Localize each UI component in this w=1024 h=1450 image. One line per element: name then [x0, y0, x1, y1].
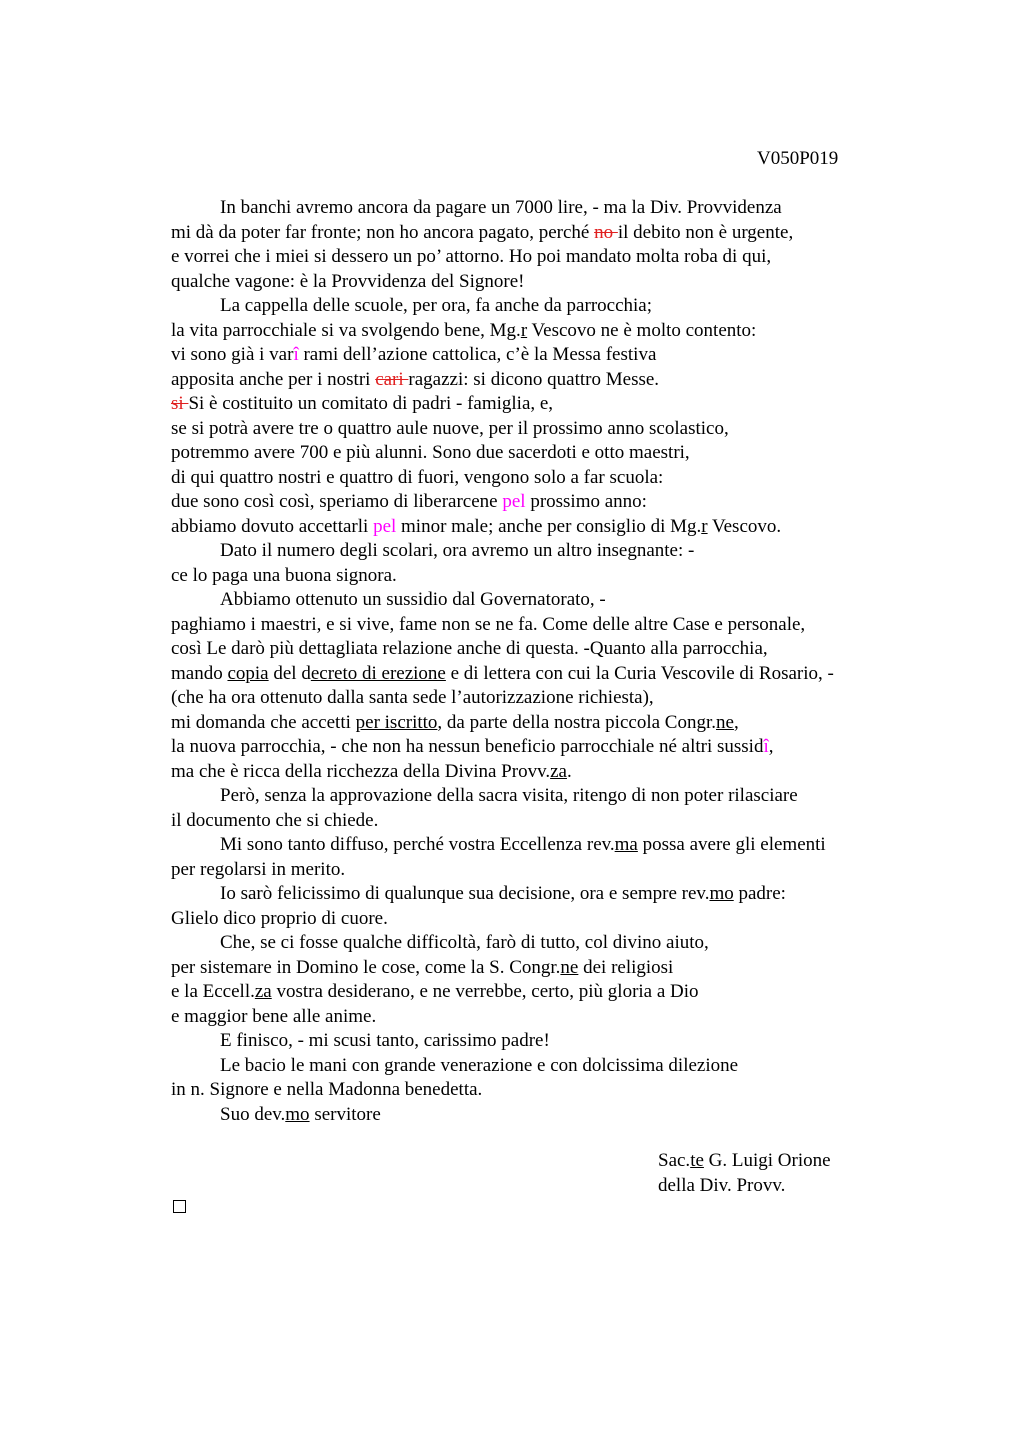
text-line: e la Eccell.za vostra desiderano, e ne verrebbe, certo, più gloria a Dio — [171, 981, 699, 1002]
end-marker-box — [173, 1200, 186, 1213]
underlined-phrase: per iscritto — [355, 711, 438, 733]
text-line: Le bacio le mani con grande venerazione e con dolcissima dilezione — [220, 1054, 739, 1076]
abbreviation-superscript: te — [690, 1150, 704, 1171]
deleted-word: no — [594, 221, 618, 243]
abbreviation-superscript: ma — [614, 834, 638, 855]
signature-line: della Div. Provv. — [658, 1175, 786, 1196]
abbreviation-superscript: ne — [560, 956, 579, 978]
abbreviation-superscript: r — [520, 319, 528, 341]
abbreviation-superscript: mo — [285, 1103, 310, 1125]
text-line: il documento che si chiede. — [171, 809, 379, 831]
text-line: per regolarsi in merito. — [171, 858, 346, 880]
text-line: due sono così così, speriamo di liberarcene pel prossimo anno: — [171, 491, 647, 512]
text-line: E finisco, - mi scusi tanto, carissimo padre! — [220, 1030, 550, 1051]
text-line: ce lo paga una buona signora. — [171, 564, 397, 586]
text-line: potremmo avere 700 e più alunni. Sono due sacerdoti e otto maestri, — [171, 442, 690, 463]
highlighted-char: î — [293, 344, 299, 365]
text-line: apposita anche per i nostri cari ragazzi: si dicono quattro Messe. — [171, 368, 660, 390]
text-line: qualche vagone: è la Provvidenza del Signore! — [171, 270, 525, 292]
text-line: mando copia del decreto di erezione e di lettera con cui la Curia Vescovile di Rosario, - — [171, 662, 834, 684]
text-line: La cappella delle scuole, per ora, fa anche da parrocchia; — [220, 295, 652, 316]
text-line: Abbiamo ottenuto un sussidio dal Governatorato, - — [220, 589, 606, 610]
text-line: si Si è costituito un comitato di padri - famiglia, e, — [171, 393, 554, 414]
text-line: abbiamo dovuto accettarli pel minor male; anche per consiglio di Mg.r Vescovo. — [171, 515, 782, 537]
abbreviation-superscript: za — [254, 981, 272, 1002]
deleted-word: cari — [375, 368, 409, 390]
text-line: per sistemare in Domino le cose, come la S. Congr.ne dei religiosi — [171, 956, 674, 978]
text-line: Però, senza la approvazione della sacra visita, ritengo di non poter rilasciare — [220, 785, 798, 806]
signature — [658, 1148, 831, 1198]
highlighted-word: pel — [373, 515, 397, 537]
text-line: mi dà da poter far fronte; non ho ancora pagato, perché no il debito non è urgente, — [171, 221, 794, 243]
abbreviation-superscript: za — [550, 760, 567, 782]
letter-body — [171, 196, 931, 1127]
text-line: così Le darò più dettagliata relazione anche di questa. -Quanto alla parrocchia, — [171, 638, 768, 659]
page-id: V050P019 — [757, 148, 839, 169]
text-line: in n. Signore e nella Madonna benedetta. — [171, 1079, 483, 1100]
text-line: Dato il numero degli scolari, ora avremo un altro insegnante: - — [220, 540, 695, 561]
text-line: vi sono già i varî rami dell’azione cattolica, c’è la Messa festiva — [171, 344, 657, 365]
signature-line: Sac.te G. Luigi Orione — [658, 1150, 831, 1171]
abbreviation-superscript: mo — [709, 883, 734, 904]
deleted-word: si — [171, 393, 189, 414]
text-line: Che, se ci fosse qualche difficoltà, farò di tutto, col divino aiuto, — [220, 932, 709, 953]
underlined-phrase: ecreto di erezione — [310, 662, 446, 684]
text-line: Suo dev.mo servitore — [220, 1103, 381, 1125]
text-line: (che ha ora ottenuto dalla santa sede l’autorizzazione richiesta), — [171, 687, 654, 708]
abbreviation-superscript: r — [701, 515, 708, 537]
text-line: e maggior bene alle anime. — [171, 1005, 377, 1027]
text-line: Io sarò felicissimo di qualunque sua decisione, ora e sempre rev.mo padre: — [220, 883, 786, 904]
text-line: di qui quattro nostri e quattro di fuori, vengono solo a far scuola: — [171, 466, 664, 488]
highlighted-word: pel — [502, 491, 526, 512]
text-line: la nuova parrocchia, - che non ha nessun beneficio parrocchiale né altri sussidî, — [171, 736, 774, 757]
text-line: ma che è ricca della ricchezza della Divina Provv.za. — [171, 760, 572, 782]
text-line: In banchi avremo ancora da pagare un 7000 lire, - ma la Div. Provvidenza — [220, 197, 782, 218]
highlighted-char: î — [763, 736, 769, 757]
underlined-word: copia — [227, 662, 269, 684]
text-line: se si potrà avere tre o quattro aule nuove, per il prossimo anno scolastico, — [171, 417, 729, 439]
text-line: e vorrei che i miei si dessero un po’ attorno. Ho poi mandato molta roba di qui, — [171, 246, 772, 267]
text-line: Glielo dico proprio di cuore. — [171, 907, 388, 929]
text-line: mi domanda che accetti per iscritto, da parte della nostra piccola Congr.ne, — [171, 711, 739, 733]
text-line: paghiamo i maestri, e si vive, fame non se ne fa. Come delle altre Case e personale, — [171, 613, 806, 635]
text-line: Mi sono tanto diffuso, perché vostra Eccellenza rev.ma possa avere gli elementi — [220, 834, 826, 855]
text-line: la vita parrocchiale si va svolgendo bene, Mg.r Vescovo ne è molto contento: — [171, 319, 757, 341]
abbreviation-superscript: ne — [716, 711, 734, 733]
